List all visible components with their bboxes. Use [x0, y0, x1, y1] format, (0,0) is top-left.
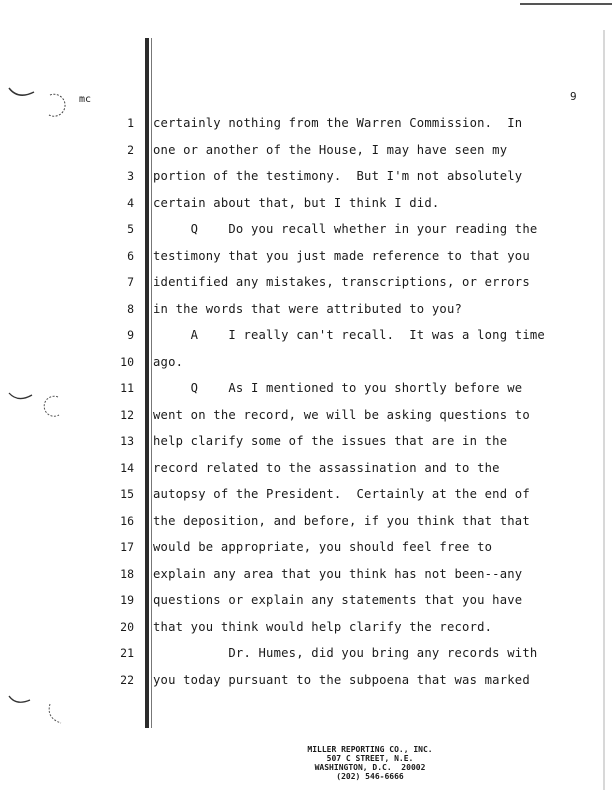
line-text: certain about that, but I think I did.: [153, 195, 440, 210]
footer-street: 507 C STREET, N.E.: [326, 754, 414, 763]
line-text: one or another of the House, I may have seen my: [153, 142, 508, 157]
transcript-line: [0, 643, 612, 663]
transcript-line: [0, 431, 612, 451]
transcript-line: [0, 670, 612, 690]
transcript-line: [0, 193, 612, 213]
line-text: would be appropriate, you should feel free to: [153, 540, 493, 554]
line-number: 10: [120, 354, 134, 369]
line-number: 1: [127, 116, 134, 130]
footer-phone: (202) 546-6666: [336, 772, 404, 781]
transcript-line: [0, 378, 612, 398]
line-number: 20: [120, 619, 134, 634]
line-number: 7: [127, 275, 134, 289]
line-number: 2: [127, 142, 134, 157]
line-text: Q As I mentioned to you shortly before we: [153, 381, 523, 395]
line-text: went on the record, we will be asking questions to: [153, 407, 530, 422]
transcript-line: [0, 511, 612, 531]
line-text: that you think would help clarify the record.: [153, 619, 493, 634]
page-number: 9: [570, 90, 577, 103]
punch-hole-mark-bottom: [6, 690, 76, 730]
transcript-line: [0, 219, 612, 239]
line-text: testimony that you just made reference to that you: [153, 248, 530, 263]
line-text: ago.: [153, 354, 184, 369]
line-number: 8: [127, 301, 134, 316]
line-number: 21: [120, 646, 134, 660]
line-number: 4: [127, 195, 134, 210]
line-number: 17: [120, 540, 134, 554]
transcript-line: [0, 617, 612, 637]
line-number: 13: [120, 434, 134, 448]
transcript-line: [0, 140, 612, 160]
line-number: 22: [120, 672, 134, 687]
line-text: help clarify some of the issues that are in the: [153, 434, 508, 448]
line-number: 14: [120, 460, 134, 475]
transcript-line: [0, 590, 612, 610]
reporter-footer: [240, 745, 500, 781]
line-number: 18: [120, 566, 134, 581]
line-text: you today pursuant to the subpoena that was marked: [153, 672, 530, 687]
line-number: 12: [120, 407, 134, 422]
line-text: record related to the assassination and to the: [153, 460, 500, 475]
top-edge-mark: [520, 3, 612, 5]
transcript-line: [0, 537, 612, 557]
line-text: identified any mistakes, transcriptions, or errors: [153, 275, 530, 289]
transcript-line: [0, 113, 612, 133]
line-text: Q Do you recall whether in your reading the: [153, 222, 538, 236]
transcript-line: [0, 272, 612, 292]
line-text: in the words that were attributed to you?: [153, 301, 463, 316]
transcript-line: [0, 458, 612, 478]
line-text: explain any area that you think has not been--any: [153, 566, 523, 581]
footer-city: WASHINGTON, D.C. 20002: [314, 763, 426, 772]
transcript-line: [0, 166, 612, 186]
line-text: questions or explain any statements that you have: [153, 593, 523, 607]
transcript-line: [0, 352, 612, 372]
line-text: Dr. Humes, did you bring any records with: [153, 646, 538, 660]
footer-company: MILLER REPORTING CO., INC.: [307, 745, 433, 754]
line-number: 16: [120, 513, 134, 528]
line-text: certainly nothing from the Warren Commission. In: [153, 116, 523, 130]
transcript-line: [0, 246, 612, 266]
line-number: 9: [127, 328, 134, 342]
line-text: autopsy of the President. Certainly at the end of: [153, 487, 530, 501]
line-number: 6: [127, 248, 134, 263]
transcript-line: [0, 564, 612, 584]
transcript-line: [0, 299, 612, 319]
transcript-line: [0, 325, 612, 345]
transcript-line: [0, 405, 612, 425]
line-text: A I really can't recall. It was a long time: [153, 328, 545, 342]
reporter-initials: mc: [79, 94, 92, 105]
line-number: 19: [120, 593, 134, 607]
line-number: 5: [127, 222, 134, 236]
line-number: 11: [120, 381, 134, 395]
line-text: portion of the testimony. But I'm not absolutely: [153, 169, 523, 183]
line-number: 15: [120, 487, 134, 501]
line-number: 3: [127, 169, 134, 183]
transcript-line: [0, 484, 612, 504]
line-text: the deposition, and before, if you think that that: [153, 513, 530, 528]
